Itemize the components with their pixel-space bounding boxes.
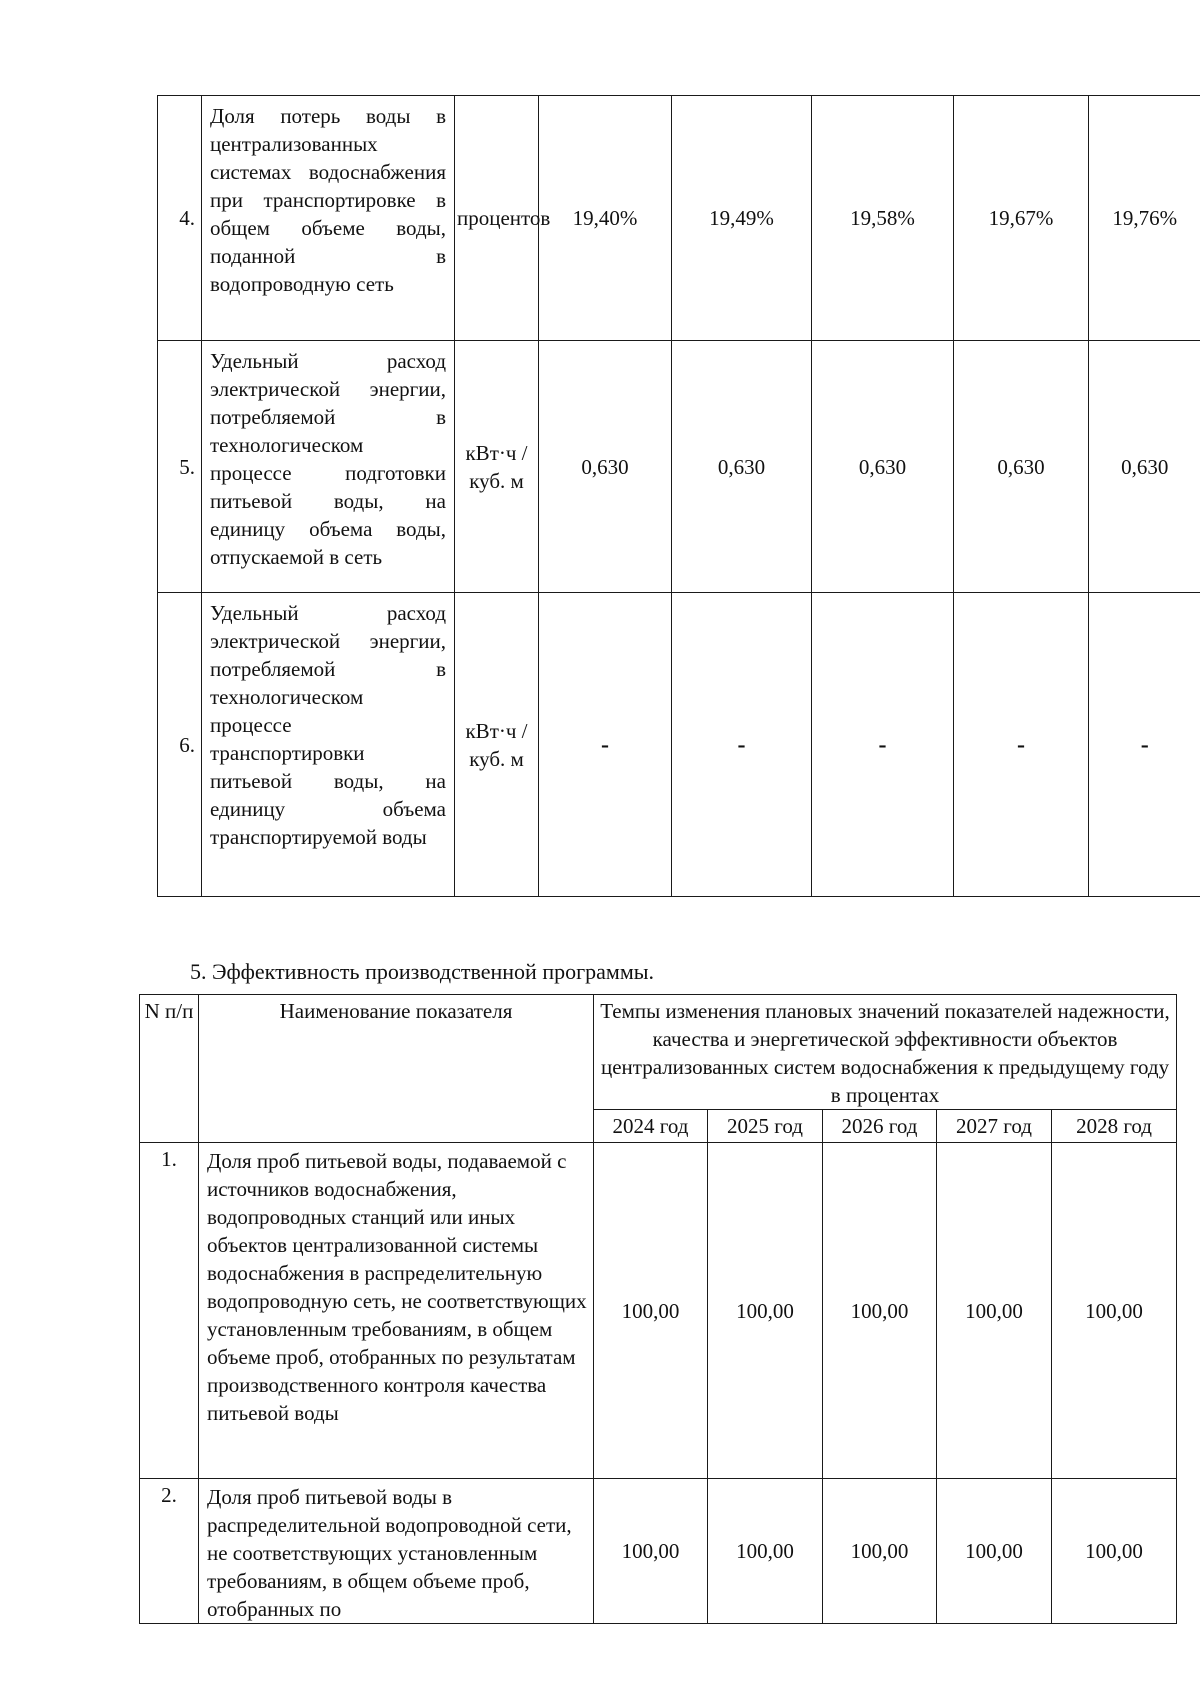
value-cell: 0,630: [539, 341, 672, 593]
value-cell: -: [539, 593, 672, 897]
column-header-rate: Темпы изменения плановых значений показателей надежности, качества и энергетической эффективности объектов централизованных систем водоснабжения к предыдущему году в процентах: [594, 995, 1177, 1110]
value-cell: 100,00: [594, 1479, 708, 1624]
indicator-name: Удельный расход электрической энергии, потребляемой в технологическом процессе подготовки питьевой воды, на единицу объема воды, отпускаемой в сеть: [202, 341, 455, 593]
column-header-name: Наименование показателя: [199, 995, 594, 1143]
unit-cell: кВт·ч / куб. м: [455, 593, 539, 897]
row-number: 2.: [140, 1479, 199, 1624]
value-cell: 0,630: [954, 341, 1089, 593]
indicator-name: Доля потерь воды в централизованных системах водоснабжения при транспортировке в общем объеме воды, поданной в водопроводную сеть: [202, 96, 455, 341]
year-header: 2028 год: [1052, 1110, 1177, 1143]
table-row: [158, 341, 1200, 593]
value-cell: 19,49%: [672, 96, 812, 341]
efficiency-table: [139, 994, 1177, 1624]
indicator-name: Доля проб питьевой воды, подаваемой с источников водоснабжения, водопроводных станций или иных объектов централизованной системы водоснабжения в распределительную водопроводную сеть, не соответствующих установленным требованиям, в общем объеме проб, отобранных по результатам производственного контроля качества питьевой воды: [199, 1143, 594, 1479]
value-cell: 19,58%: [812, 96, 954, 341]
table-row: [158, 96, 1200, 341]
year-header: 2024 год: [594, 1110, 708, 1143]
value-cell: -: [672, 593, 812, 897]
value-cell: -: [954, 593, 1089, 897]
table-row: [140, 1143, 1177, 1479]
table-row: [158, 593, 1200, 897]
row-number: 4.: [158, 96, 202, 341]
value-cell: 19,76%: [1089, 96, 1200, 341]
value-cell: 0,630: [812, 341, 954, 593]
value-cell: 0,630: [1089, 341, 1200, 593]
value-cell: 100,00: [823, 1479, 937, 1624]
unit-cell: кВт·ч / куб. м: [455, 341, 539, 593]
value-cell: 100,00: [823, 1143, 937, 1479]
column-header-number: N п/п: [140, 995, 199, 1143]
value-cell: 100,00: [1052, 1479, 1177, 1624]
indicators-table-continued: [157, 95, 1200, 897]
value-cell: 19,40%: [539, 96, 672, 341]
year-header: 2025 год: [708, 1110, 823, 1143]
value-cell: 100,00: [708, 1143, 823, 1479]
row-number: 5.: [158, 341, 202, 593]
unit-cell: процентов: [455, 96, 539, 341]
year-header: 2026 год: [823, 1110, 937, 1143]
value-cell: 100,00: [1052, 1143, 1177, 1479]
value-cell: -: [1089, 593, 1200, 897]
value-cell: 100,00: [708, 1479, 823, 1624]
row-number: 1.: [140, 1143, 199, 1479]
value-cell: 100,00: [594, 1143, 708, 1479]
value-cell: 19,67%: [954, 96, 1089, 341]
value-cell: 100,00: [937, 1479, 1052, 1624]
section-heading: 5. Эффективность производственной программы.: [190, 959, 655, 984]
indicator-name: Удельный расход электрической энергии, потребляемой в технологическом процессе транспортировки питьевой воды, на единицу объема транспортируемой воды: [202, 593, 455, 897]
table-row: [140, 1479, 1177, 1624]
indicator-name: Доля проб питьевой воды в распределительной водопроводной сети, не соответствующих установленным требованиям, в общем объеме проб, отобранных по: [199, 1479, 594, 1624]
value-cell: -: [812, 593, 954, 897]
value-cell: 0,630: [672, 341, 812, 593]
value-cell: 100,00: [937, 1143, 1052, 1479]
year-header: 2027 год: [937, 1110, 1052, 1143]
table-header-row: [140, 995, 1177, 1110]
row-number: 6.: [158, 593, 202, 897]
